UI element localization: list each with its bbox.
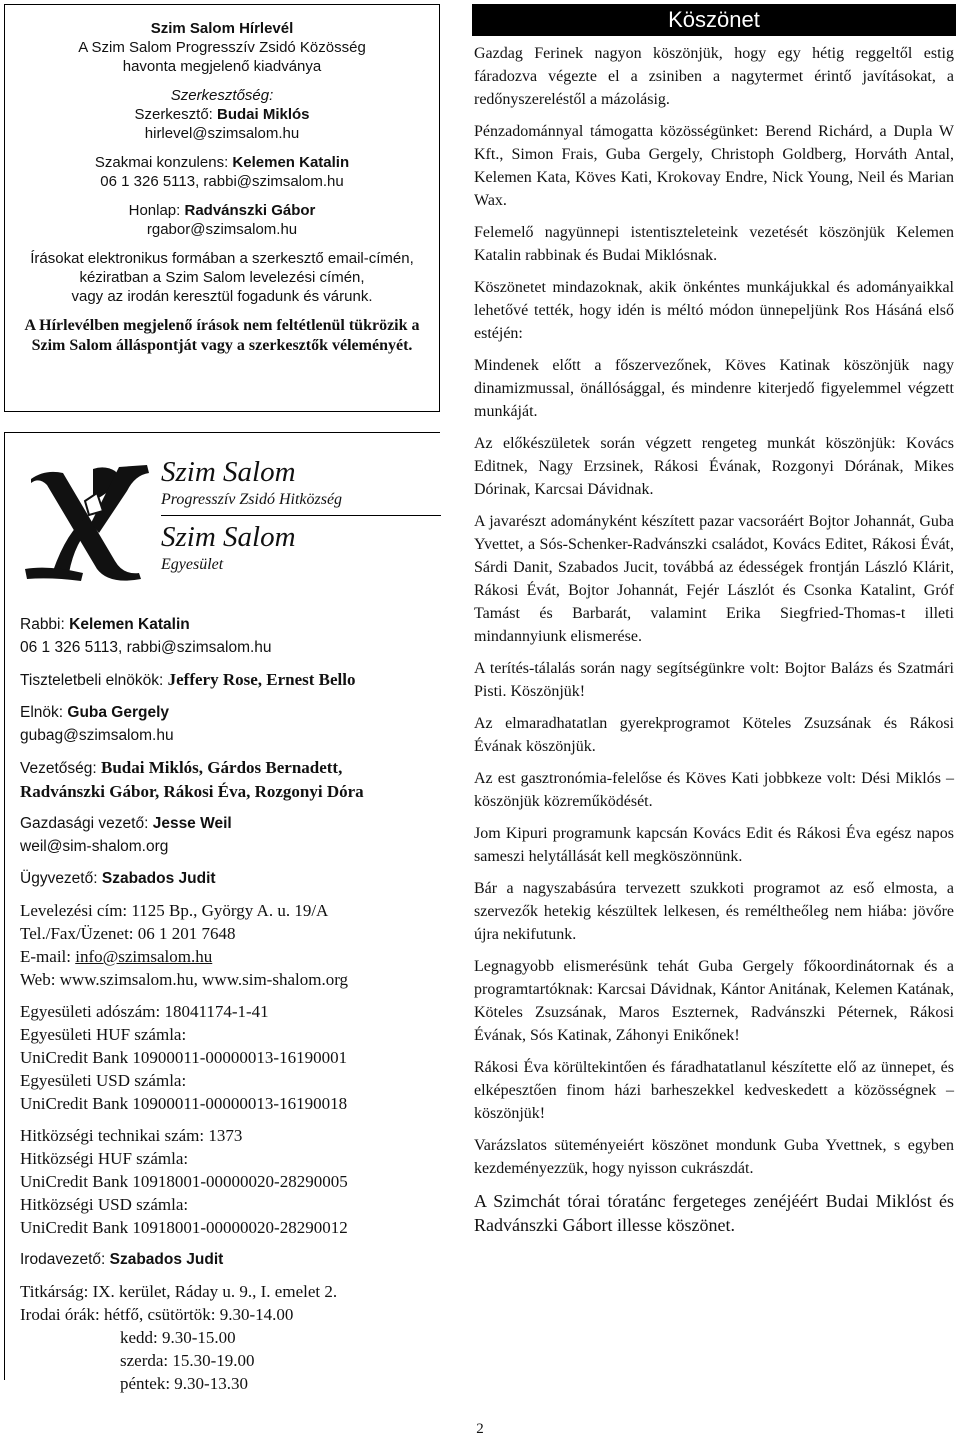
thanks-paragraph: Legnagyobb elismerésünk tehát Guba Gergely főkoordinátornak és a programtartóknak: Karcsai Dávidnak, Kántor Anitának, Kelemen Katának, Köteles Zsuzsának, Maros Eszternek, Radvánszki Péternek, Rákosi Évának, Sós Katinak, Záhonyi Enikőnek! (474, 958, 954, 1044)
editor-email: hirlevel@szimsalom.hu (144, 125, 300, 142)
web-line: Web: www.szimsalom.hu, www.sim-shalom.org (20, 970, 349, 989)
consultant-line: Szakmai konzulens: Kelemen Katalin (94, 154, 350, 171)
masthead-box (4, 4, 440, 412)
hours-section: Titkárság: IX. kerület, Ráday u. 9., I. emelet 2. Irodai órák: hétfő, csütörtök: 9.30-14.00 kedd: 9.30-15.00 szerda: 15.30-19.00 péntek: 9.30-13.30 (20, 1282, 338, 1393)
econ-section: Gazdasági vezető: Jesse Weil weil@sim-shalom.org (20, 815, 232, 855)
thanks-paragraph: A javarészt adományként készített pazar vacsoráért Bojtor Johannát, Guba Yvettet, a Sós-Schenker-Radvánszki családot, Kovács Editet, Rákosi Évát, Sárdi Danit, Szabados Jucit, továbbá az édességek frontján László Klárit, Rákosi Évát, Bojtor Johannát, Fejér Lászlót és Csonka Katalint, Gróf Tamást és Barbarát, valamint Erika Siegfried-Thomas-t illeti mindannyiunk elismerése. (474, 513, 954, 645)
rabbi-section: Rabbi: Kelemen Katalin 06 1 326 5113, rabbi@szimsalom.hu (20, 616, 272, 656)
brand-subtitle: Progresszív Zsidó Hitközség (161, 491, 343, 508)
manager-section: Ügyvezető: Szabados Judit (20, 870, 216, 887)
organization-box (4, 432, 440, 1393)
editor-line: Szerkesztő: Budai Miklós (134, 106, 310, 123)
disclaimer-line: A Hírlevélben megjelenő írások nem feltétlenül tükrözik a (24, 317, 420, 334)
thanks-paragraph: Az elmaradhatatlan gyerekprogramot Köteles Zsuzsának és Rákosi Évának köszönjük. (474, 715, 954, 755)
submission-line: kéziratban a Szim Salom levelezési címén, (79, 269, 365, 286)
thanks-paragraph: Gazdag Ferinek nagyon köszönjük, hogy egy hétig reggeltől estig fáradozva végezte el a zsiniben a nagytermet érintő javításokat, a redőnyszereléstől a mázolásig. (474, 45, 954, 108)
contact-section: Levelezési cím: 1125 Bp., György A. u. 19/A Tel./Fax/Üzenet: 06 1 201 7648 E-mail: info@szimsalom.hu Web: www.szimsalom.hu, www.sim-shalom.org (20, 899, 440, 991)
masthead-line: A Szim Salom Progresszív Zsidó Közösség (78, 39, 366, 56)
web-editor-line: Honlap: Radvánszki Gábor (128, 202, 316, 219)
board-section: Vezetőség: Budai Miklós, Gárdos Bernadett, Radvánszki Gábor, Rákosi Éva, Rozgonyi Dóra (20, 758, 364, 801)
thanks-column (472, 4, 956, 1246)
thanks-paragraph: A terítés-tálalás során nagy segítségünkre volt: Bojtor Balázs és Szatmári Pisti. Köszönjük! (474, 660, 954, 700)
submission-line: vagy az irodán keresztül fogadunk és várunk. (71, 288, 373, 305)
thanks-paragraph: Az előkészületek során végzett rengeteg munkát köszönjük: Kovács Editnek, Nagy Erzsinek, Rákosi Évának, Rozgonyi Dórának, Mikes Dórinak, Karcsai Dávidnak. (474, 435, 954, 498)
thanks-paragraph: Mindenek előtt a főszervezőnek, Köves Katinak köszönjük nagy dinamizmussal, önállósággal, és mindenre kiterjedő figyelemmel végzett munkáját. (474, 357, 954, 420)
thanks-paragraph: A Szimchát tórai tóratánc fergeteges zenéjéért Budai Miklóst és Radvánszki Gábort illesse köszönet. (474, 1191, 954, 1235)
community-bank-section: Hitközségi technikai szám: 1373 Hitközségi HUF számla: UniCredit Bank 10918001-00000020-28290005 Hitközségi USD számla: UniCredit Bank 10918001-00000020-28290012 (20, 1126, 348, 1237)
email-link[interactable]: info@szimsalom.hu (75, 947, 213, 966)
president-section: Elnök: Guba Gergely gubag@szimsalom.hu (20, 704, 174, 744)
brand-subtitle: Egyesület (161, 556, 224, 573)
thanks-paragraph: Az est gasztronómia-felelőse és Köves Kati jobbkeze volt: Dési Miklós – köszönjük közreműködését. (474, 770, 954, 810)
thanks-paragraph: Jom Kipuri programunk kapcsán Kovács Edit és Rákosi Éva egész napos sameszi helytállását kell megköszönnünk. (474, 825, 954, 865)
thanks-paragraph: Pénzadománnyal támogatta közösségünket: Berend Richárd, a Dupla W Kft., Simon Frais, Guba Gergely, Christoph Goldberg, Horváth Antal, Kelemen Kata, Köves Kati, Krokovay Endre, Nick Young, Neil és Marian Wax. (474, 123, 954, 209)
thanks-paragraph: Bár a nagyszabásúra tervezett szukkoti programot az eső elmosta, a szervezők hetekig készültek lelkesen, és reméltheőleg nem hiába: jövőre újra nekifutunk. (474, 880, 954, 943)
newsletter-title: Szim Salom Hírlevél (150, 20, 294, 37)
brand-divider (161, 515, 441, 516)
honorary-section: Tiszteletbeli elnökök: Jeffery Rose, Ernest Bello (20, 670, 356, 689)
office-section: Irodavezető: Szabados Judit (20, 1251, 224, 1268)
page-number: 2 (476, 1421, 484, 1437)
thanks-paragraph: Varázslatos süteményeiért köszönet mondunk Guba Yvettnek, s egyben kezdeményezzük, hogy nyisson cukrászdát. (474, 1137, 954, 1177)
thanks-paragraph: Felemelő nagyünnepi istentiszteleteink vezetését köszönjük Kelemen Katalin rabbinak és Budai Miklósnak. (474, 224, 954, 264)
web-editor-email: rgabor@szimsalom.hu (146, 221, 298, 238)
hebrew-monogram-logo-icon (23, 461, 153, 585)
brand-block (161, 455, 441, 576)
organization-info (20, 613, 440, 1404)
submission-line: Írásokat elektronikus formában a szerkesztő email-címén, (30, 250, 414, 267)
thanks-paragraph: Köszönetet mindazoknak, akik önkéntes munkájukkal és adományaikkal lehetővé tették, hogy idén is méltó módon ünnepeljünk Ros Hásáná első estéjén: (474, 279, 954, 342)
thanks-paragraph: Rákosi Éva körültekintően és fáradhatatlanul készítette elő az ünnepet, és elképesztően finom házi barheszekkel kedveskedett a közösségnek – köszönjük! (474, 1059, 954, 1122)
disclaimer-line: Szim Salom álláspontját vagy a szerkesztők véleményét. (31, 337, 413, 354)
thanks-heading: Köszönet (472, 4, 956, 36)
thanks-paragraphs (472, 36, 956, 1237)
bank-section: Egyesületi adószám: 18041174-1-41 Egyesületi HUF számla: UniCredit Bank 10900011-00000013-16190001 Egyesületi USD számla: UniCredit Bank 10900011-00000013-16190018 (20, 1002, 348, 1113)
brand-name: Szim Salom (161, 521, 296, 553)
brand-name: Szim Salom (161, 456, 296, 488)
editorial-heading: Szerkesztőség: (170, 87, 274, 104)
masthead-line: havonta megjelenő kiadványa (122, 58, 322, 75)
consultant-contact: 06 1 326 5113, rabbi@szimsalom.hu (100, 173, 344, 190)
